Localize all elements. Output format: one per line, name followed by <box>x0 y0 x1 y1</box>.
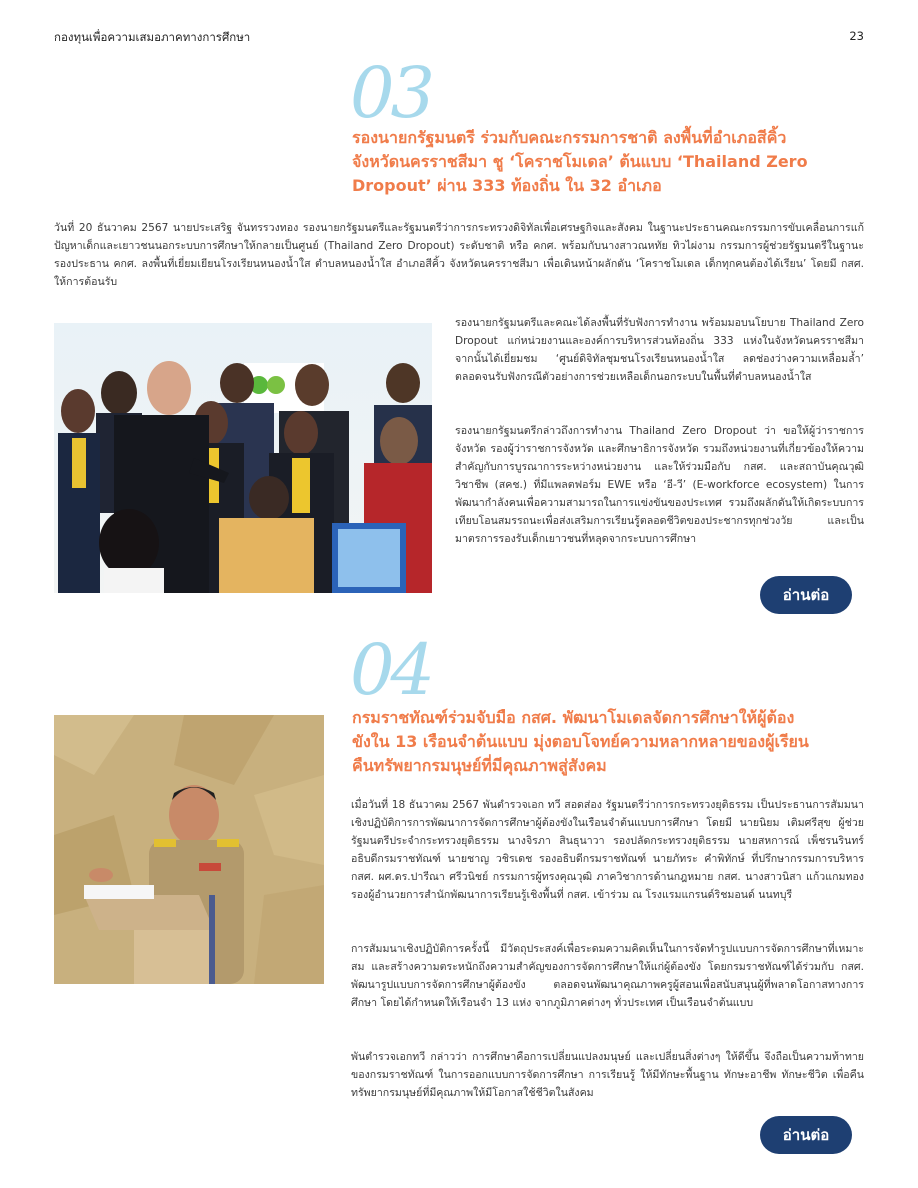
article-photo-ministers-visit <box>54 323 432 593</box>
title-line: ขังใน 13 เรือนจำต้นแบบ มุ่งตอบโจทย์ความหลากหลายของผู้เรียน <box>352 732 809 751</box>
article-photo-minister-speech <box>54 715 324 984</box>
publication-name: กองทุนเพื่อความเสมอภาคทางการศึกษา <box>54 30 251 44</box>
article-paragraph: การสัมมนาเชิงปฏิบัติการครั้งนี้ มีวัตถุประสงค์เพื่อระดมความคิดเห็นในการจัดทำรูปแบบการจัดการศึกษาที่เหมาะสม และสร้างความตระหนักถึงความสำคัญของการจัดการศึกษาให้แก่ผู้ต้องขัง โดยกรมราชทัณฑ์ได้ร่วมกับ กสศ. พัฒนารูปแบบการจัดการศึกษาผู้ต้องขัง ตลอดจนพัฒนาคุณภาพครูผู้สอนเพื่อสนับสนุนผู้ที่พลาดโอกาสทางการศึกษา โดยได้กำหนดให้เรือนจำ 13 แห่ง จากภูมิภาคต่างๆ ทั่วประเทศ เป็นเรือนจำต้นแบบ <box>351 943 864 1009</box>
article-number: 03 <box>350 52 432 134</box>
title-line: Dropout’ ผ่าน 333 ท้องถิ่น ใน 32 อำเภอ <box>352 176 662 195</box>
article-paragraph: เมื่อวันที่ 18 ธันวาคม 2567 พันตำรวจเอก ทวี สอดส่อง รัฐมนตรีว่าการกระทรวงยุติธรรม เป็นประธานการสัมมนาเชิงปฏิบัติการการพัฒนาการจัดการศึกษาผู้ต้องขังในเรือนจำต้นแบบการศึกษา โดยมี นายนิยม เติมศรีสุข ผู้ช่วยรัฐมนตรีประจำกระทรวงยุติธรรม นางจิรภา สินธุนาวา รองปลัดกระทรวงยุติธรรม นายสหการณ์ เพ็ชรนรินทร์ อธิบดีกรมราชทัณฑ์ นายชาญ วชิรเดช รองอธิบดีกรมราชทัณฑ์ นายภัทระ คำพิทักษ์ ที่ปรึกษากรรมการบริหาร กสศ. ผศ.ดร.ปารีณา ศรีวนิชย์ กรรมการผู้ทรงคุณวุฒิ ภาควิชาการด้านกฎหมาย กสศ. นางสาวนิสา แก้วแกมทอง รองผู้อำนวยการสำนักพัฒนาการเรียนรู้เชิงพื้นที่ กสศ. เข้าร่วม ณ โรงแรมแกรนด์ริชมอนด์ นนทบุรี <box>351 799 864 901</box>
title-line: คืนทรัพยากรมนุษย์ที่มีคุณภาพสู่สังคม <box>352 756 607 775</box>
page-number: 23 <box>849 29 864 43</box>
title-line: กรมราชทัณฑ์ร่วมจับมือ กสศ. พัฒนาโมเดลจัดการศึกษาให้ผู้ต้อง <box>352 708 795 727</box>
article-number: 04 <box>350 629 432 711</box>
article-intro: วันที่ 20 ธันวาคม 2567 นายประเสริฐ จันทรรวงทอง รองนายกรัฐมนตรีและรัฐมนตรีว่าการกระทรวงดิจิทัลเพื่อเศรษฐกิจและสังคม ในฐานะประธานคณะกรรมการขับเคลื่อนการแก้ปัญหาเด็กและเยาวชนนอกระบบการศึกษาให้กลายเป็นศูนย์ (Thailand Zero Dropout) ระดับชาติ หรือ คกศ. พร้อมกับนางสาวณหทัย ทิวไผ่งาม กรรมการผู้ช่วยรัฐมนตรีในฐานะรองประธาน คกศ. ลงพื้นที่เยี่ยมเยียนโรงเรียนหนองน้ำใส ตำบลหนองน้ำใส อำเภอสีคิ้ว จังหวัดนครราชสีมา เพื่อเดินหน้าผลักดัน ‘โคราชโมเดล เด็กทุกคนต้องได้เรียน’ โดยมี กสศ. ให้การต้อนรับ <box>54 222 864 288</box>
article-paragraph: รองนายกรัฐมนตรีและคณะได้ลงพื้นที่รับฟังการทำงาน พร้อมมอบนโยบาย Thailand Zero Dropout แก่หน่วยงานและองค์การบริหารส่วนท้องถิ่น 333 แห่งในจังหวัดนครราชสีมา จากนั้นได้เยี่ยมชม ‘ศูนย์ดิจิทัลชุมชนโรงเรียนหนองน้ำใส ลดช่องว่างความเหลื่อมล้ำ’ ตลอดจนรับฟังกรณีตัวอย่างการช่วยเหลือเด็กนอกระบบในพื้นที่ตำบลหนองน้ำใส <box>455 317 864 383</box>
title-line: จังหวัดนครราชสีมา ชู ‘โคราชโมเดล’ ต้นแบบ ‘Thailand Zero <box>352 152 808 171</box>
title-line: รองนายกรัฐมนตรี ร่วมกับคณะกรรมการชาติ ลงพื้นที่อำเภอสีคิ้ว <box>352 128 787 147</box>
read-more-button[interactable]: อ่านต่อ <box>760 1116 852 1154</box>
article-paragraph: พันตำรวจเอกทวี กล่าวว่า การศึกษาคือการเปลี่ยนแปลงมนุษย์ และเปลี่ยนสิ่งต่างๆ ให้ดีขึ้น จึงถือเป็นความท้าทายของกรมราชทัณฑ์ ในการออกแบบการจัดการศึกษา การเรียนรู้ ให้มีทักษะพื้นฐาน ทักษะอาชีพ ทักษะชีวิต เพื่อคืนทรัพยากรมนุษย์ที่มีคุณภาพให้มีโอกาสใช้ชีวิตในสังคม <box>351 1051 864 1099</box>
article-title <box>352 706 872 778</box>
article-paragraph: รองนายกรัฐมนตรีกล่าวถึงการทำงาน Thailand Zero Dropout ว่า ขอให้ผู้ว่าราชการจังหวัด รองผู้ว่าราชการจังหวัด และศึกษาธิการจังหวัด รวมถึงหน่วยงานที่เกี่ยวข้องให้ความสำคัญกับการบูรณาการระหว่างหน่วยงาน และให้ร่วมมือกับ กสศ. และสถาบันคุณวุฒิวิชาชีพ (สคช.) ที่มีแพลตฟอร์ม EWE หรือ ‘อี-วี’ (E-workforce ecosystem) ในการพัฒนากำลังคนเพื่อความสามารถในการแข่งขันของประเทศ รวมถึงผลักดันให้เกิดระบบการเทียบโอนสมรรถนะเพื่อส่งเสริมการเรียนรู้ตลอดชีวิตของประชากรทุกช่วงวัย และเป็นมาตรการรองรับเด็กเยาวชนที่หลุดจากระบบการศึกษา <box>455 425 864 545</box>
article-title <box>352 126 872 198</box>
read-more-button[interactable]: อ่านต่อ <box>760 576 852 614</box>
